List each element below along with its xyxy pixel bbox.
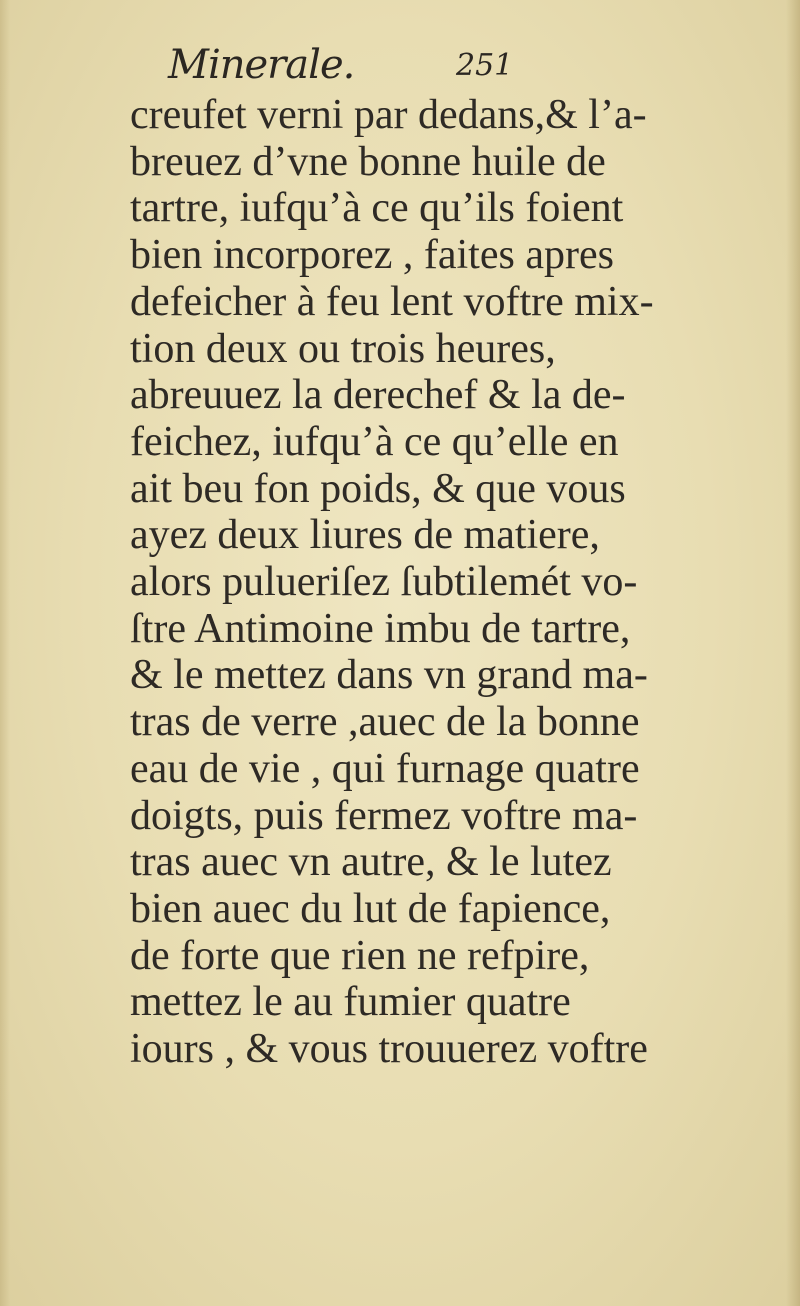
text-line: doigts, puis fermez voftre ma-: [130, 792, 638, 839]
text-line: de forte que rien ne refpire,: [130, 932, 590, 979]
text-line: & le mettez dans vn grand ma-: [130, 652, 648, 699]
running-head-title: Minerale.: [168, 42, 355, 88]
text-line: tartre, iufqu’à ce qu’ils foient: [130, 185, 624, 232]
text-line: bien auec du lut de fapience,: [130, 885, 611, 932]
text-line: creufet verni par dedans,& l’a-: [130, 92, 647, 138]
text-line: ſtre Antimoine imbu de tartre,: [130, 605, 631, 652]
text-line: iours , & vous trouuerez voftre: [130, 1026, 648, 1073]
text-line: ait beu fon poids, & que vous: [130, 465, 626, 512]
text-line: defeicher à feu lent voftre mix-: [130, 278, 654, 325]
text-line: abreuuez la derechef & la de-: [130, 372, 626, 419]
text-line: eau de vie , qui furnage quatre: [130, 745, 640, 792]
text-line: breuez d’vne bonne huile de: [130, 138, 606, 185]
text-line: tion deux ou trois heures,: [130, 325, 556, 372]
page-number: 251: [456, 48, 514, 83]
text-line: bien incorporez , faites apres: [130, 232, 614, 279]
text-line: mettez le au fumier quatre: [130, 979, 571, 1026]
text-line: alors pulueriſez ſubtilemét vo-: [130, 559, 638, 606]
page-left-edge: [0, 0, 10, 1306]
body-text: [130, 92, 780, 1073]
text-line: ayez deux liures de matiere,: [130, 512, 600, 559]
page-right-edge: [786, 0, 800, 1306]
text-line: feichez, iufqu’à ce qu’elle en: [130, 418, 619, 465]
text-line: tras auec vn autre, & le lutez: [130, 839, 612, 886]
text-line: tras de verre ,auec de la bonne: [130, 699, 640, 746]
